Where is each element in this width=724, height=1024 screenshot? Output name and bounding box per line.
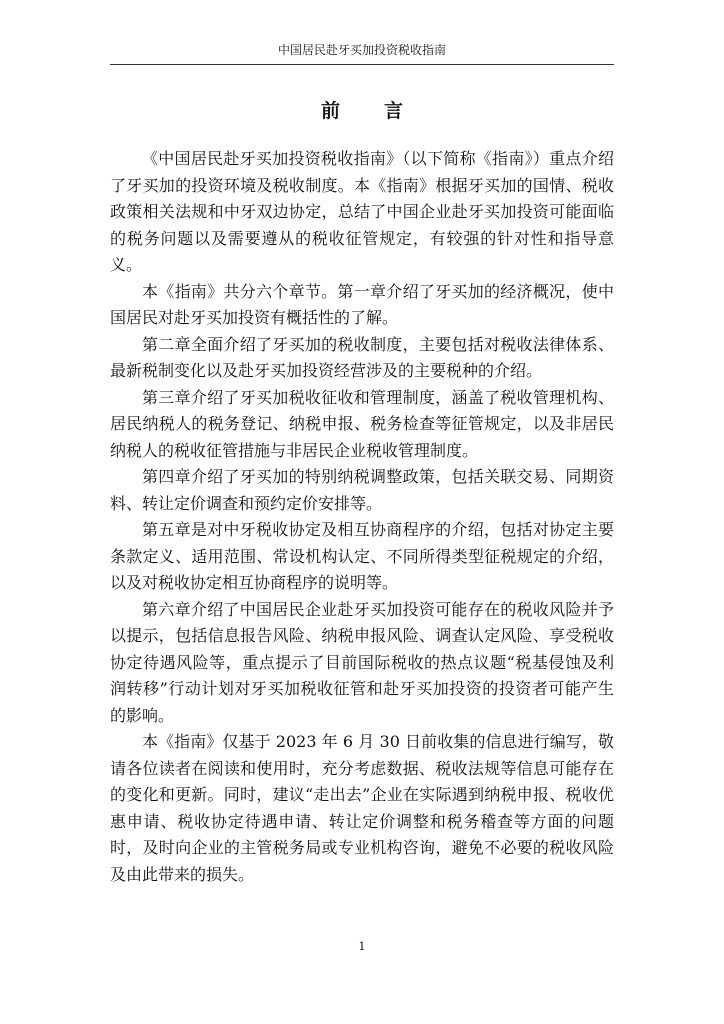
paragraph-5: 第四章介绍了牙买加的特别纳税调整政策，包括关联交易、同期资料、转让定价调查和预约定价安排等。: [110, 467, 614, 513]
paragraph-8: 本《指南》仅基于 2023 年 6 月 30 日前收集的信息进行编写，敬请各位读者在阅读和使用时，充分考虑数据、税收法规等信息可能存在的变化和更新。同时，建议“走出去”企业在实际遇到纳税申报、税收优惠申请、税收协定待遇申请、转让定价调整和税务稽查等方面的问题时，及时向企业的主管税务局或专业机构咨询，避免不必要的税收风险及由此带来的损失。: [110, 732, 614, 884]
paragraph-2: 本《指南》共分六个章节。第一章介绍了牙买加的经济概况，使中国居民对赴牙买加投资有概括性的了解。: [110, 281, 614, 327]
document-body: [110, 146, 614, 888]
running-header: 中国居民赴牙买加投资税收指南: [277, 43, 446, 57]
paragraph-6: 第五章是对中牙税收协定及相互协商程序的介绍，包括对协定主要条款定义、适用范围、常设机构认定、不同所得类型征税规定的介绍，以及对税收协定相互协商程序的说明等。: [110, 520, 614, 592]
paragraph-1: 《中国居民赴牙买加投资税收指南》（以下简称《指南》）重点介绍了牙买加的投资环境及税收制度。本《指南》根据牙买加的国情、税收政策相关法规和中牙双边协定，总结了中国企业赴牙买加投资可能面临的税务问题以及需要遵从的税收征管规定，有较强的针对性和指导意义。: [110, 149, 614, 274]
page-title: 前言: [320, 100, 447, 122]
page-number: 1: [358, 940, 366, 953]
paragraph-7: 第六章介绍了中国居民企业赴牙买加投资可能存在的税收风险并予以提示，包括信息报告风险、纳税申报风险、调查认定风险、享受税收协定待遇风险等，重点提示了目前国际税收的热点议题“税基侵蚀及利润转移”行动计划对牙买加税收征管和赴牙买加投资的投资者可能产生的影响。: [110, 599, 614, 725]
header-divider: [110, 64, 614, 65]
paragraph-3: 第二章全面介绍了牙买加的税收制度，主要包括对税收法律体系、最新税制变化以及赴牙买加投资经营涉及的主要税种的介绍。: [110, 334, 614, 380]
paragraph-4: 第三章介绍了牙买加税收征收和管理制度，涵盖了税收管理机构、居民纳税人的税务登记、纳税申报、税务检查等征管规定，以及非居民纳税人的税收征管措施与非居民企业税收管理制度。: [110, 387, 614, 460]
